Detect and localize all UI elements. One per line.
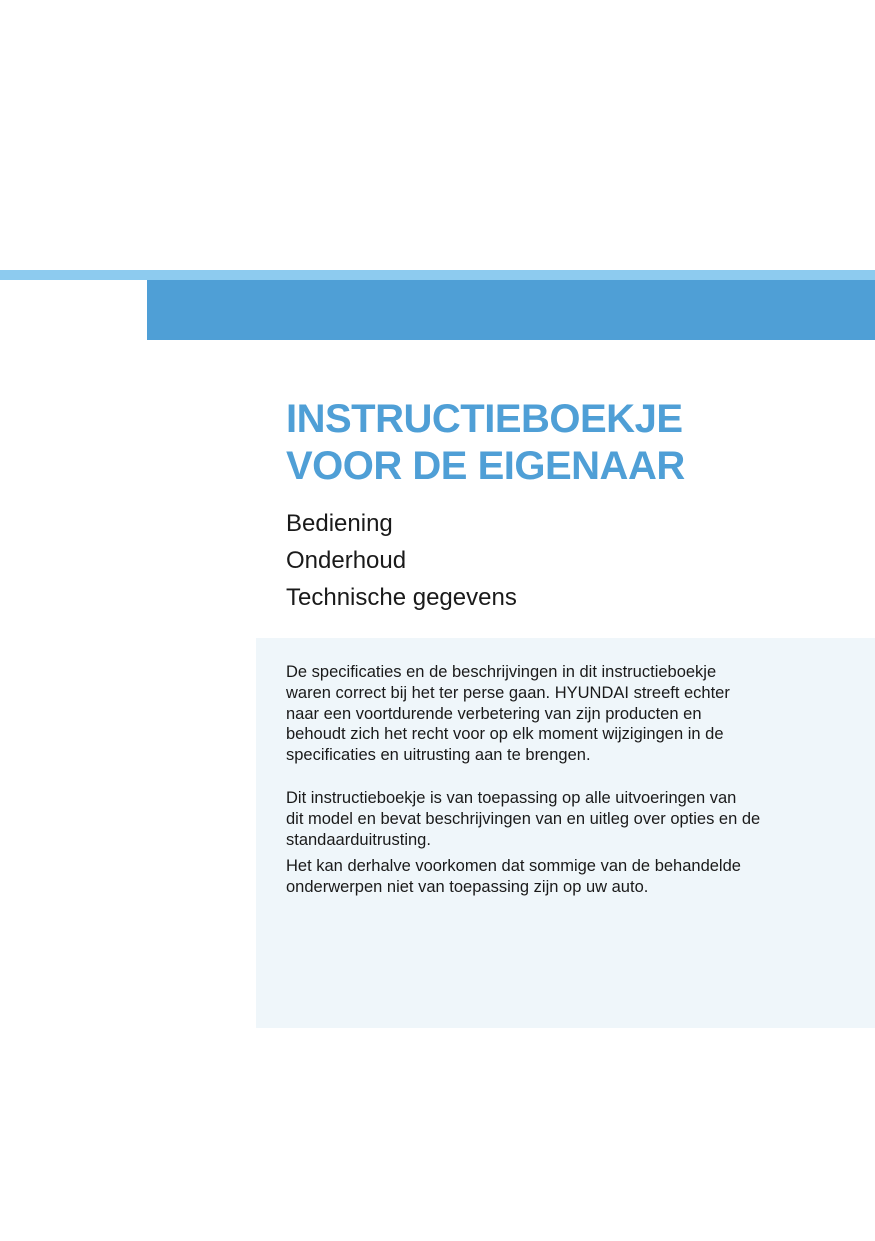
text-line: Dit instructieboekje is van toepassing op alle uitvoeringen van: [286, 788, 737, 807]
text-line: behoudt zich het recht voor op elk moment wijzigingen in de: [286, 725, 724, 744]
title-line-1: INSTRUCTIEBOEKJE: [286, 397, 683, 441]
subtitle-bediening: Bediening: [286, 510, 393, 537]
paragraph-toepassing: [286, 788, 846, 850]
title-line-2: VOOR DE EIGENAAR: [286, 444, 685, 488]
info-text: [286, 662, 846, 898]
text-line: standaarduitrusting.: [286, 830, 431, 849]
light-blue-stripe: [0, 270, 875, 280]
text-line: De specificaties en de beschrijvingen in dit instructieboekje: [286, 663, 717, 681]
text-line: Het kan derhalve voorkomen dat sommige van de behandelde: [286, 857, 741, 876]
paragraph-derhalve: [286, 856, 846, 898]
subtitle-technische-gegevens: Technische gegevens: [286, 584, 517, 611]
text-line: naar een voortdurende verbetering van zijn producten en: [286, 704, 702, 723]
paragraph-specificaties: [286, 662, 846, 766]
text-line: waren correct bij het ter perse gaan. HYUNDAI streeft echter: [286, 683, 730, 702]
text-line: onderwerpen niet van toepassing zijn op uw auto.: [286, 878, 649, 897]
text-line: dit model en bevat beschrijvingen van en uitleg over opties en de: [286, 809, 761, 828]
page-title: [286, 396, 846, 490]
text-line: specificaties en uitrusting aan te brengen.: [286, 746, 591, 765]
subtitle-onderhoud: Onderhoud: [286, 547, 407, 574]
subtitle-list: [286, 505, 846, 616]
blue-banner: [147, 280, 875, 340]
